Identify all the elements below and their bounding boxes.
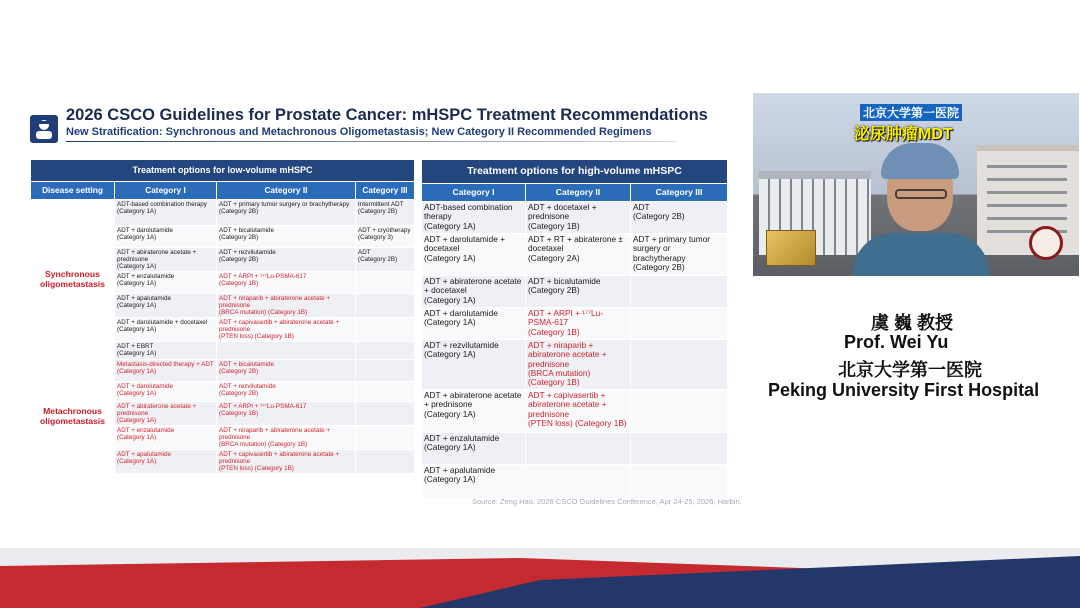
metachronous-group-label: Metachronous oligometastasis [31, 359, 115, 473]
table-row [422, 433, 728, 465]
table-cell: ADT + ARPI + ¹⁷⁷Lu-PSMA-617 (Category 1B) [217, 272, 356, 294]
table-cell: ADT + EBRT (Category 1A) [115, 342, 217, 359]
table-cell: ADT + capivasertib + abiraterone acetate + prednisone (PTEN loss) (Category 1B) [217, 449, 356, 473]
low-volume-caption-row [31, 160, 415, 182]
high-volume-column-header: Category II [526, 184, 631, 202]
table-cell: ADT + apalutamide (Category 1A) [115, 449, 217, 473]
low-volume-column-header: Disease setting [31, 182, 115, 200]
table-row [422, 202, 728, 234]
table-cell: ADT + darolutamide (Category 1A) [115, 226, 217, 248]
slide-title: 2026 CSCO Guidelines for Prostate Cancer: mHSPC Treatment Recommendations [66, 106, 708, 124]
source-note: Source: Zeng Hao. 2026 CSCO Guidelines Conference, Apr 24-25, 2026, Harbin. [472, 497, 742, 506]
table-cell: ADT + capivasertib + abiraterone acetate + prednisone (PTEN loss) (Category 1B) [526, 390, 631, 433]
table-cell: ADT + rezvilutamide (Category 2B) [217, 248, 356, 272]
speaker-hospital-cn: 北京大学第一医院 [838, 360, 982, 380]
table-cell: ADT (Category 2B) [356, 248, 415, 272]
speaker-body [853, 233, 989, 276]
high-volume-table-body [422, 160, 728, 499]
table-cell: ADT + ARPI + ¹⁷⁷Lu-PSMA-617 (Category 1B) [217, 401, 356, 425]
table-cell: ADT + primary tumor surgery or brachytherapy (Category 2B) [631, 234, 728, 276]
building-right [977, 145, 1079, 255]
low-volume-column-header: Category I [115, 182, 217, 200]
low-volume-table [30, 159, 415, 474]
table-cell: ADT + capivasertib + abiraterone acetate + prednisone (PTEN loss) (Category 1B) [217, 318, 356, 342]
table-cell [356, 272, 415, 294]
low-volume-table-body [31, 160, 415, 474]
table-cell [356, 425, 415, 449]
high-volume-header-row [422, 184, 728, 202]
title-divider [66, 141, 676, 142]
table-row [31, 200, 415, 226]
table-cell [631, 390, 728, 433]
table-cell [217, 342, 356, 359]
table-row [31, 359, 415, 381]
table-cell: ADT + docetaxel + prednisone (Category 1B) [526, 202, 631, 234]
table-cell [356, 401, 415, 425]
table-row [422, 390, 728, 433]
table-cell: ADT + abiraterone acetate + prednisone (Category 1A) [115, 248, 217, 272]
table-cell: ADT + enzalutamide (Category 1A) [115, 272, 217, 294]
low-volume-header-row [31, 182, 415, 200]
table-cell: Metastasis-directed therapy + ADT (Category 1A) [115, 359, 217, 381]
low-volume-column-header: Category II [217, 182, 356, 200]
table-cell: Intermittent ADT (Category 2B) [356, 200, 415, 226]
table-cell: ADT + darolutamide (Category 1A) [115, 381, 217, 401]
table-cell: ADT + abiraterone acetate + docetaxel (Category 1A) [422, 276, 526, 308]
surgical-cap [881, 143, 959, 179]
table-row [422, 276, 728, 308]
speaker-video-feed [753, 93, 1079, 276]
hospital-seal-icon [1029, 226, 1063, 260]
table-cell: ADT + darolutamide + docetaxel (Category 1A) [115, 318, 217, 342]
low-volume-caption: Treatment options for low-volume mHSPC [31, 160, 415, 182]
high-volume-caption-row [422, 160, 728, 184]
table-cell: ADT-based combination therapy (Category 1A) [115, 200, 217, 226]
video-mdt-label: 泌尿肿瘤MDT [854, 126, 953, 143]
video-hospital-label: 北京大学第一医院 [860, 104, 962, 121]
table-cell: ADT + bicalutamide (Category 2B) [526, 276, 631, 308]
speaker-name-en: Prof. Wei Yu [844, 332, 949, 352]
table-cell [526, 433, 631, 465]
table-row [422, 308, 728, 340]
footer-band [0, 552, 1080, 608]
synchronous-group-label: Synchronous oligometastasis [31, 200, 115, 360]
table-cell [526, 465, 631, 499]
table-cell [631, 433, 728, 465]
high-volume-table [421, 159, 728, 499]
slide-subtitle: New Stratification: Synchronous and Metachronous Oligometastasis; New Category II Recommended Regimens [66, 126, 652, 138]
table-cell: ADT-based combination therapy (Category 1A) [422, 202, 526, 234]
table-cell [631, 340, 728, 390]
table-cell: ADT + enzalutamide (Category 1A) [422, 433, 526, 465]
table-cell [356, 342, 415, 359]
table-cell: ADT + bicalutamide (Category 2B) [217, 359, 356, 381]
table-cell: ADT + niraparib + abiraterone acetate + prednisone (BRCA mutation) (Category 1B) [217, 294, 356, 318]
table-cell: ADT + darolutamide (Category 1A) [422, 308, 526, 340]
table-cell: ADT (Category 2B) [631, 202, 728, 234]
table-row [422, 340, 728, 390]
low-volume-column-header: Category III [356, 182, 415, 200]
table-cell: ADT + apalutamide (Category 1A) [115, 294, 217, 318]
table-cell [631, 276, 728, 308]
speaker-glasses [895, 189, 947, 199]
table-cell [356, 359, 415, 381]
table-cell: ADT + primary tumor surgery or brachytherapy (Category 2B) [217, 200, 356, 226]
table-cell: ADT + rezvilutamide (Category 1A) [422, 340, 526, 390]
table-cell: ADT + cryotherapy (Category 3) [356, 226, 415, 248]
table-cell: ADT + abiraterone acetate + prednisone (Category 1A) [115, 401, 217, 425]
table-cell [631, 465, 728, 499]
table-row [422, 465, 728, 499]
table-cell [356, 381, 415, 401]
table-cell: ADT + apalutamide (Category 1A) [422, 465, 526, 499]
table-cell [356, 318, 415, 342]
table-cell: ADT + bicalutamide (Category 2B) [217, 226, 356, 248]
speaker-name-cn: 虞 巍 教授 [871, 313, 954, 333]
table-cell: ADT + niraparib + abiraterone acetate + prednisone (BRCA mutation) (Category 1B) [526, 340, 631, 390]
table-cell: ADT + enzalutamide (Category 1A) [115, 425, 217, 449]
table-cell: ADT + niraparib + abiraterone acetate + prednisone (BRCA mutation) (Category 1B) [217, 425, 356, 449]
table-cell [356, 449, 415, 473]
table-cell: ADT + abiraterone acetate + prednisone (Category 1A) [422, 390, 526, 433]
high-volume-column-header: Category III [631, 184, 728, 202]
table-cell: ADT + ARPI + ¹⁷⁷Lu-PSMA-617 (Category 1B) [526, 308, 631, 340]
table-cell: ADT + darolutamide + docetaxel (Category 1A) [422, 234, 526, 276]
guideline-logo-icon [30, 115, 58, 143]
table-cell [356, 294, 415, 318]
table-cell: ADT + RT + abiraterone ± docetaxel (Category 2A) [526, 234, 631, 276]
table-row [422, 234, 728, 276]
high-volume-caption: Treatment options for high-volume mHSPC [422, 160, 728, 184]
high-volume-column-header: Category I [422, 184, 526, 202]
table-cell [631, 308, 728, 340]
gold-plaque [766, 230, 816, 266]
speaker-hospital-en: Peking University First Hospital [768, 380, 1040, 400]
table-cell: ADT + rezvilutamide (Category 2B) [217, 381, 356, 401]
